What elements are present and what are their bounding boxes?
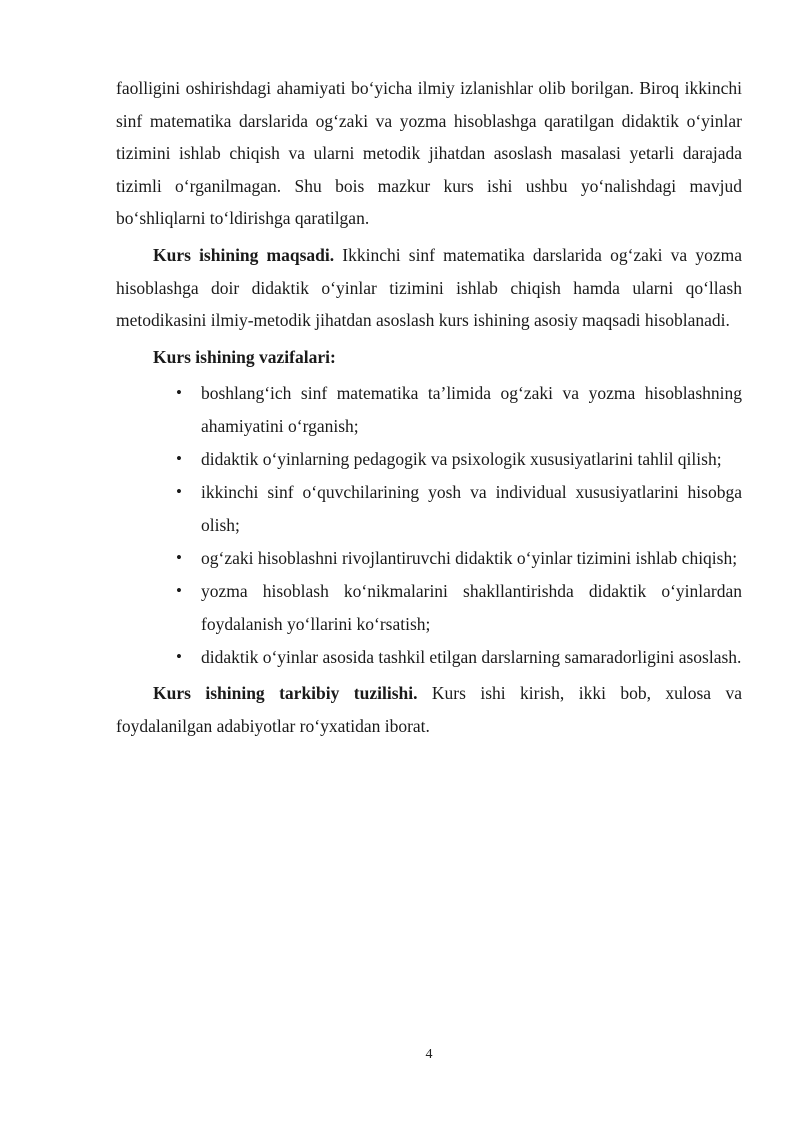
bullet-icon: • — [176, 646, 182, 666]
intro-paragraph: faolligini oshirishdagi ahamiyati bo‘yicha ilmiy izlanishlar olib borilgan. Biroq ikkinchi sinf matematika darslarida og‘zaki va yozma hisoblashga qaratilgan didaktik o‘yinlar tizimini ishlab chiqish va ularni metodik jihatdan asoslash masalasi yetarli darajada tizimli o‘rganilmagan. Shu bois mazkur kurs ishi ushbu yo‘nalishdagi mavjud bo‘shliqlarni to‘ldirishga qaratilgan. — [116, 78, 742, 229]
list-item-text: didaktik o‘yinlar asosida tashkil etilgan darslarning samaradorligini asoslash. — [201, 646, 742, 667]
goal-heading: Kurs ishining maqsadi. — [153, 244, 335, 265]
page-number: 4 — [425, 1047, 433, 1062]
list-item — [176, 476, 742, 541]
bullet-icon: • — [176, 547, 182, 567]
list-item-text: og‘zaki hisoblashni rivojlantiruvchi didaktik o‘yinlar tizimini ishlab chiqish; — [201, 547, 738, 568]
list-item — [176, 443, 742, 476]
list-item — [176, 641, 742, 674]
list-item — [176, 377, 742, 442]
tasks-list — [116, 377, 742, 673]
bullet-icon: • — [176, 383, 182, 403]
tasks-heading: Kurs ishining vazifalari: — [153, 346, 336, 367]
list-item-text: boshlang‘ich sinf matematika ta’limida og‘zaki va yozma hisoblashning ahamiyatini o‘rganish; — [201, 383, 742, 436]
bullet-icon: • — [176, 482, 182, 502]
structure-text: Kurs ishi kirish, ikki bob, xulosa va foydalanilgan adabiyotlar ro‘yxatidan iborat. — [116, 683, 743, 736]
list-item-text: ikkinchi sinf o‘quvchilarining yosh va individual xususiyatlarini hisobga olish; — [201, 482, 742, 535]
structure-heading: Kurs ishining tarkibiy tuzilishi. — [153, 683, 418, 704]
bullet-icon: • — [176, 580, 182, 600]
list-item-text: yozma hisoblash ko‘nikmalarini shakllantirishda didaktik o‘yinlardan foydalanish yo‘llarini ko‘rsatish; — [201, 580, 742, 634]
goal-paragraph — [116, 239, 742, 337]
list-item-text: didaktik o‘yinlarning pedagogik va psixologik xususiyatlarini tahlil qilish; — [201, 449, 722, 470]
structure-paragraph — [116, 677, 742, 742]
list-item — [176, 575, 742, 640]
goal-text: Ikkinchi sinf matematika darslarida og‘zaki va yozma hisoblashga doir didaktik o‘yinlar tizimini ishlab chiqish hamda ularni qo‘llash metodikasini ilmiy-metodik jihatdan asoslash kurs ishining asosiy maqsadi hisoblanadi. — [116, 244, 742, 331]
list-item — [176, 542, 742, 575]
document-page — [116, 72, 742, 742]
bullet-icon: • — [176, 449, 182, 469]
